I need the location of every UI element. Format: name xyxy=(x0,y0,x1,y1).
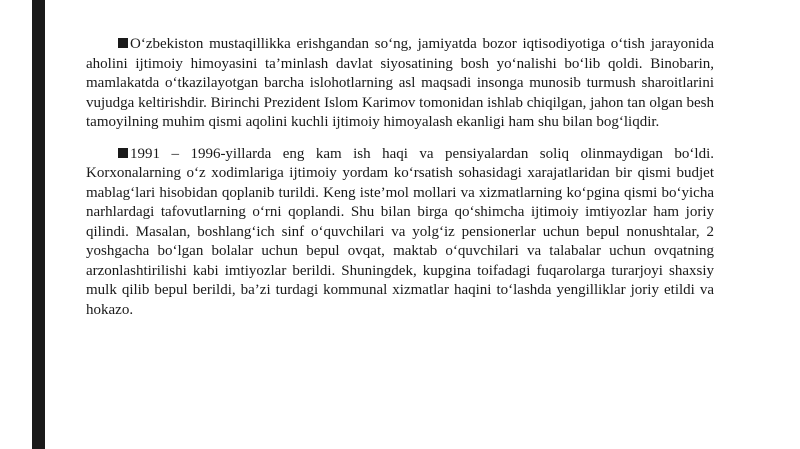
paragraph-2 xyxy=(86,145,714,321)
paragraph-1-text: O‘zbekiston mustaqillikka erishgandan so‘ng, jamiyatda bozor iqtisodiyotiga o‘tish jarayonida aholini ijtimoiy himoyasini ta’minlash davlat siyosatining bosh yo‘nalishi bo‘lib qoldi. Binobarin, mamlakatda o‘tkazilayotgan barcha islohotlarning asl maqsadi insonga munosib turmush sharoitlarini vujudga keltirishdir. Birinchi Prezident Islom Karimov tomonidan ishlab chiqilgan, jahon tan olgan besh tamoyilning muhim qismi aqolini kuchli ijtimoiy himoyalash ekanligi ham shu bilan bog‘liqdir. xyxy=(86,36,714,130)
slide-body xyxy=(86,35,714,320)
paragraph-2-text: 1991 – 1996-yillarda eng kam ish haqi va pensiyalardan soliq olinmaydigan bo‘ldi. Korxonalarning o‘z xodimlariga ijtimoiy yordam ko‘rsatish sohasidagi xarajatlaridan bir qismi budjet mablag‘lari hisobidan qoplanib turildi. Keng iste’mol mollari va xizmatlarning ko‘pgina qismi bo‘yicha narhlardagi tafovutlarning o‘rni qoplandi. Shu bilan birga qo‘shimcha ijtimoiy imtiyozlar ham joriy qilindi. Masalan, boshlang‘ich sinf o‘quvchilari va yolg‘iz pensionerlar uchun bepul nonushtalar, 2 yoshgacha bo‘lgan bolalar uchun bepul ovqat, maktab o‘quvchilari va talabalar uchun ovqatning arzonlashtirilishi kabi imtiyozlar berildi. Shuningdek, kupgina toifadagi fuqarolarga turarjoyi shaxsiy mulk qilib bepul berildi, ba’zi turdagi kommunal xizmatlar haqini to‘lashda yengilliklar joriy etildi va hokazo. xyxy=(86,145,714,318)
left-accent-bar xyxy=(32,0,45,449)
square-bullet-icon xyxy=(118,38,128,48)
square-bullet-icon xyxy=(118,148,128,158)
paragraph-1 xyxy=(86,35,714,133)
